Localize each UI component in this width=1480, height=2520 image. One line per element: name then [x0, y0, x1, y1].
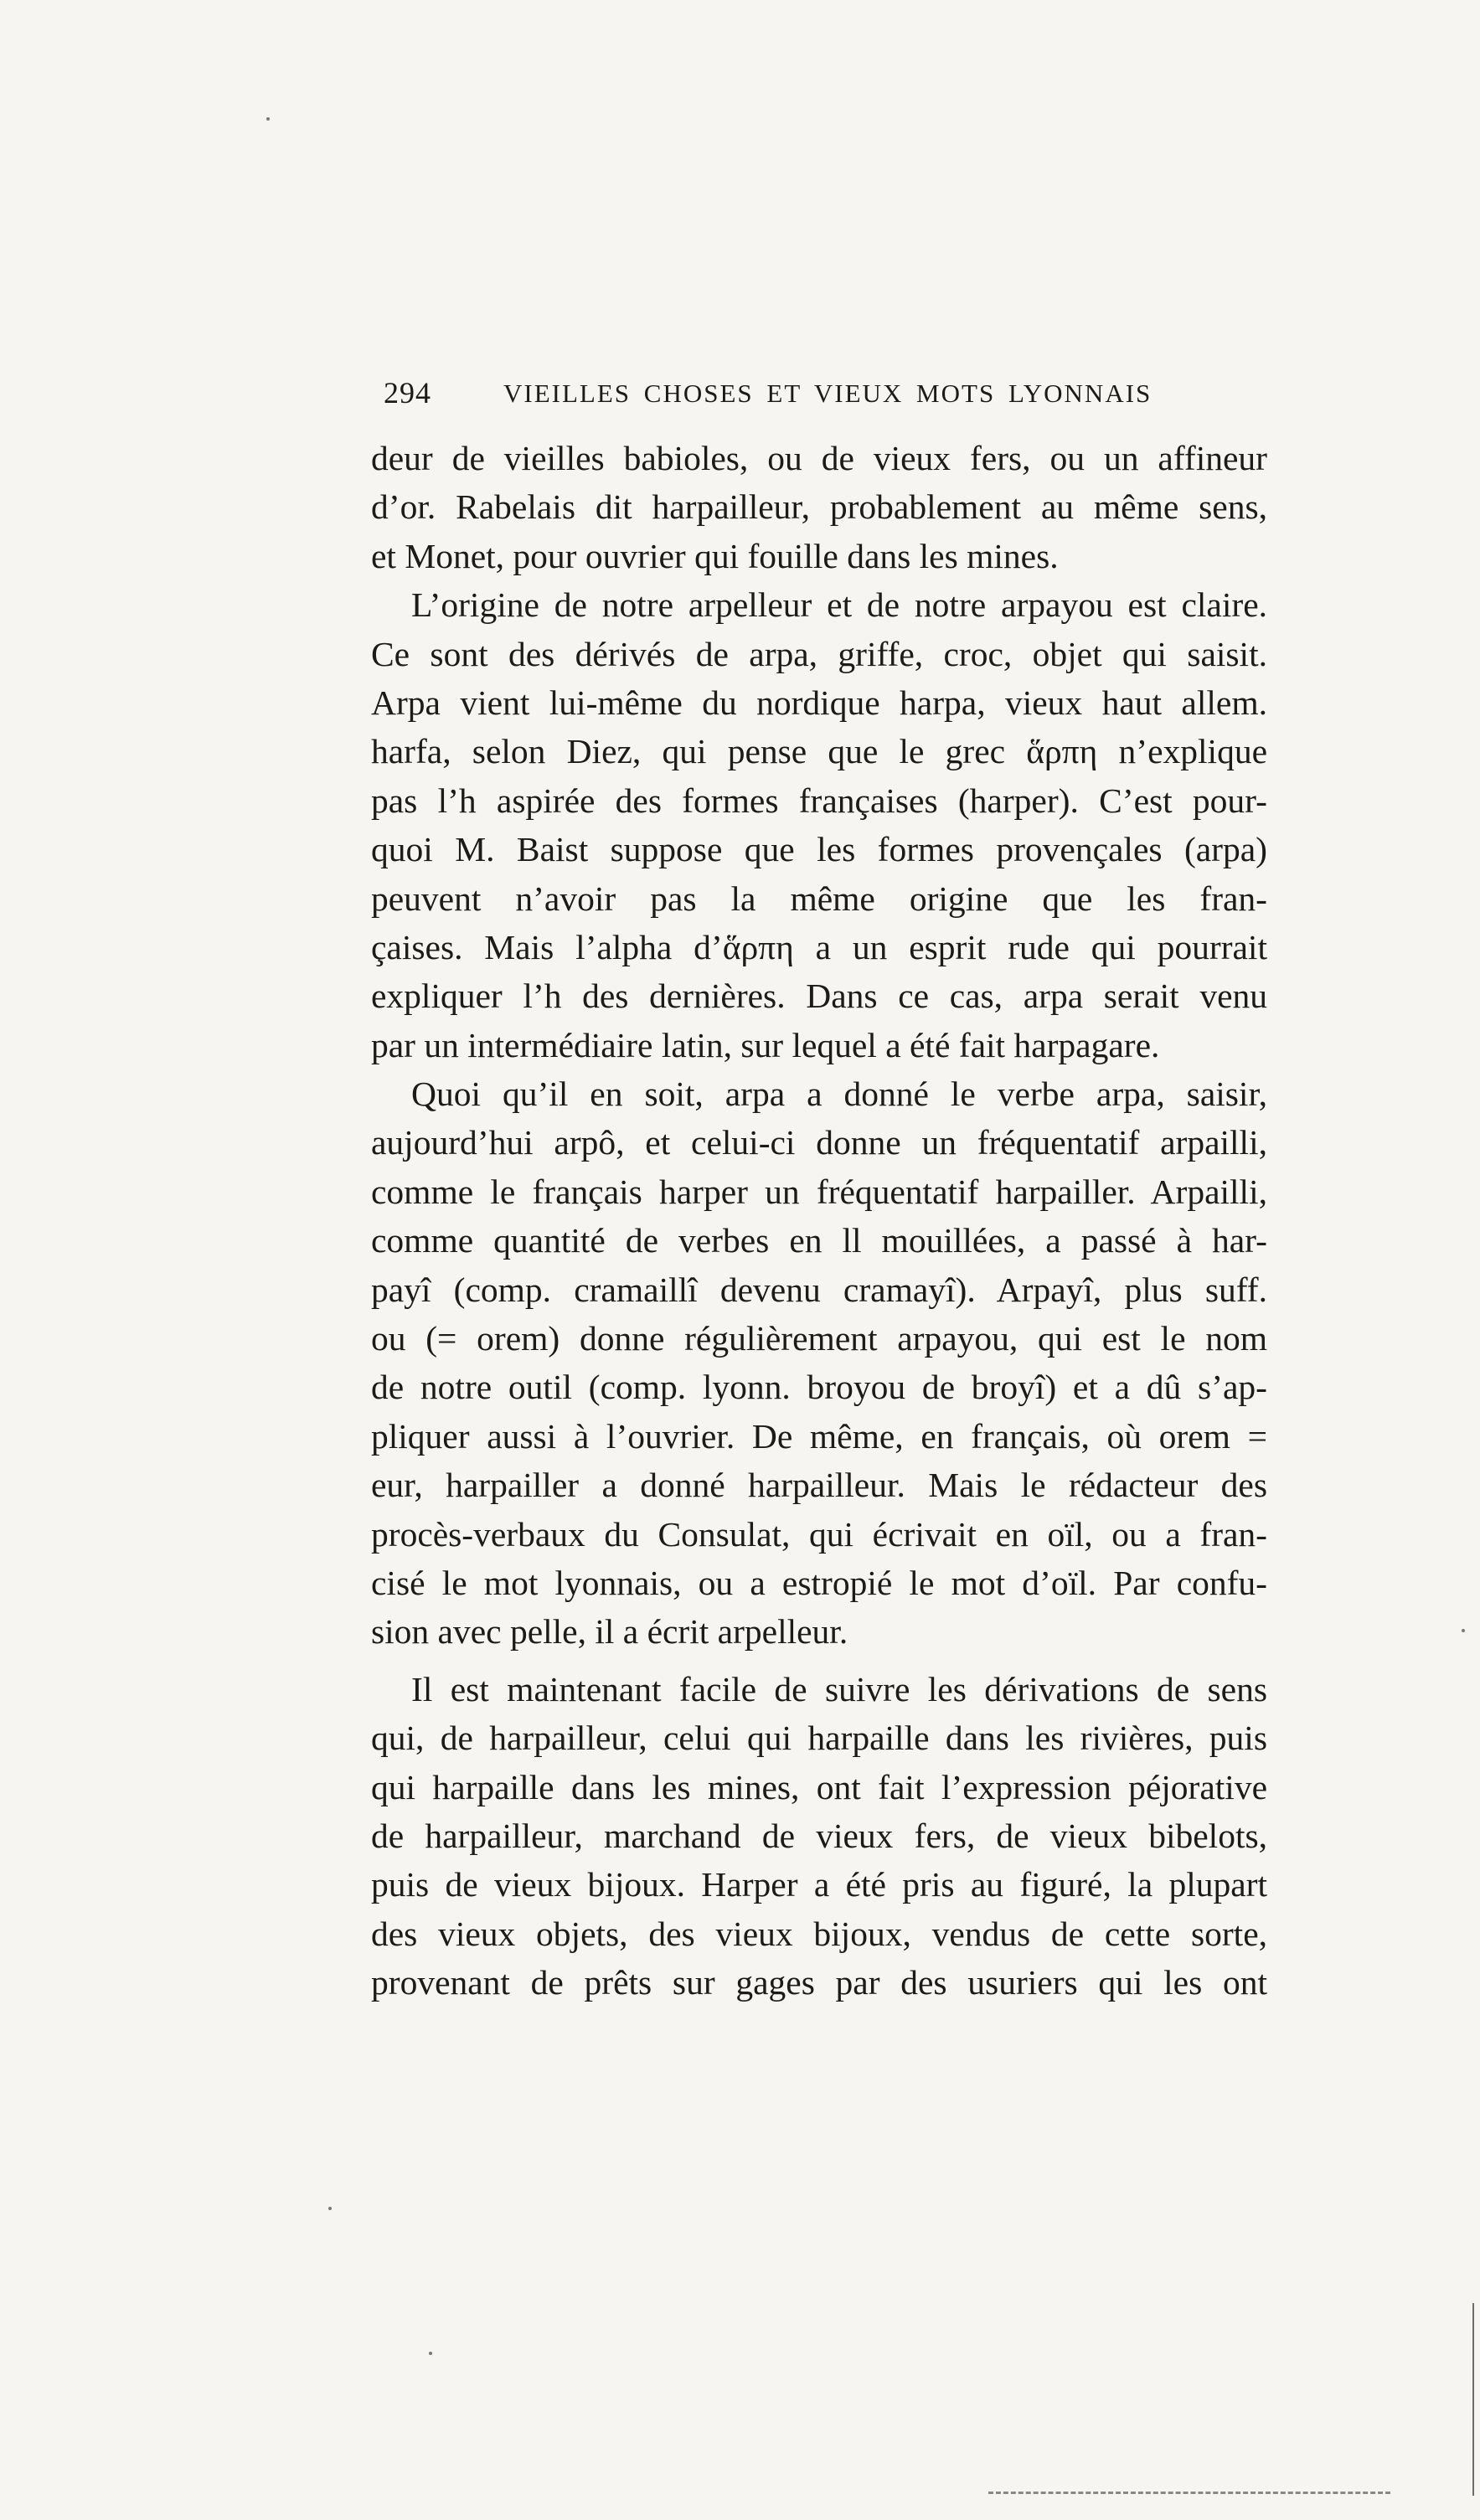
- paper-speck: [429, 2352, 432, 2355]
- text-line: pliquer aussi à l’ouvrier. De même, en français, où orem =: [371, 1416, 1267, 1456]
- text-line: çaises. Mais l’alpha d’ἅρπη a un esprit rude qui pourrait: [371, 927, 1267, 966]
- text-line: peuvent n’avoir pas la même origine que les fran-: [371, 879, 1267, 918]
- body-text: [371, 434, 1267, 2007]
- text-line: par un intermédiaire latin, sur lequel a été fait harpagare.: [371, 1025, 1160, 1064]
- text-line: procès-verbaux du Consulat, qui écrivait en oïl, ou a fran-: [371, 1514, 1267, 1554]
- text-line: des vieux objets, des vieux bijoux, vendus de cette sorte,: [371, 1914, 1267, 1953]
- text-line: deur de vieilles babioles, ou de vieux fers, ou un affineur: [371, 439, 1267, 477]
- text-line: d’or. Rabelais dit harpailleur, probablement au même sens,: [371, 487, 1267, 527]
- paper-speck: [1462, 1629, 1465, 1632]
- text-line: puis de vieux bijoux. Harper a été pris au figuré, la plupart: [371, 1865, 1267, 1904]
- text-line: et Monet, pour ouvrier qui fouille dans les mines.: [371, 536, 1059, 575]
- text-line: Arpa vient lui-même du nordique harpa, vieux haut allem.: [371, 683, 1267, 722]
- scan-edge-marks: [988, 2492, 1390, 2497]
- text-line: provenant de prêts sur gages par des usuriers qui les ont: [371, 1963, 1267, 2002]
- text-line: Quoi qu’il en soit, arpa a donné le verbe arpa, saisir,: [411, 1074, 1267, 1114]
- running-title: VIEILLES CHOSES ET VIEUX MOTS LYONNAIS: [503, 379, 1153, 408]
- text-line: comme quantité de verbes en ll mouillées, a passé à har-: [371, 1221, 1267, 1260]
- text-line: payî (comp. cramaillî devenu cramayî). Arpayî, plus suff.: [371, 1270, 1267, 1309]
- text-line: qui, de harpailleur, celui qui harpaille dans les rivières, puis: [371, 1719, 1267, 1758]
- text-line: eur, harpailler a donné harpailleur. Mais le rédacteur des: [371, 1466, 1267, 1505]
- text-line: ou (= orem) donne régulièrement arpayou, qui est le nom: [371, 1319, 1267, 1358]
- text-line: sion avec pelle, il a écrit arpelleur.: [371, 1612, 848, 1652]
- scan-edge-line: [1472, 2303, 1474, 2496]
- paper-speck: [328, 2207, 332, 2210]
- text-line: Il est maintenant facile de suivre les dérivations de sens: [411, 1669, 1267, 1708]
- text-line: pas l’h aspirée des formes françaises (harper). C’est pour-: [371, 781, 1267, 820]
- text-line: qui harpaille dans les mines, ont fait l’expression péjorative: [371, 1767, 1267, 1806]
- text-line: Ce sont des dérivés de arpa, griffe, croc, objet qui saisit.: [371, 634, 1267, 673]
- text-line: L’origine de notre arpelleur et de notre arpayou est claire.: [411, 585, 1267, 625]
- text-line: aujourd’hui arpô, et celui-ci donne un fréquentatif arpailli,: [371, 1123, 1267, 1162]
- paper-speck: [266, 117, 270, 121]
- text-line: expliquer l’h des dernières. Dans ce cas, arpa serait venu: [371, 977, 1267, 1016]
- page-number: 294: [384, 376, 431, 410]
- text-line: de notre outil (comp. lyonn. broyou de broyî) et a dû s’ap-: [371, 1368, 1267, 1407]
- running-head: [371, 375, 1271, 417]
- text-line: cisé le mot lyonnais, ou a estropié le mot d’oïl. Par confu-: [371, 1563, 1267, 1602]
- text-line: harfa, selon Diez, qui pense que le grec ἅρπη n’explique: [371, 732, 1267, 771]
- text-line: de harpailleur, marchand de vieux fers, de vieux bibelots,: [371, 1816, 1267, 1855]
- text-line: comme le français harper un fréquentatif harpailler. Arpailli,: [371, 1172, 1267, 1211]
- text-line: quoi M. Baist suppose que les formes provençales (arpa): [371, 830, 1267, 869]
